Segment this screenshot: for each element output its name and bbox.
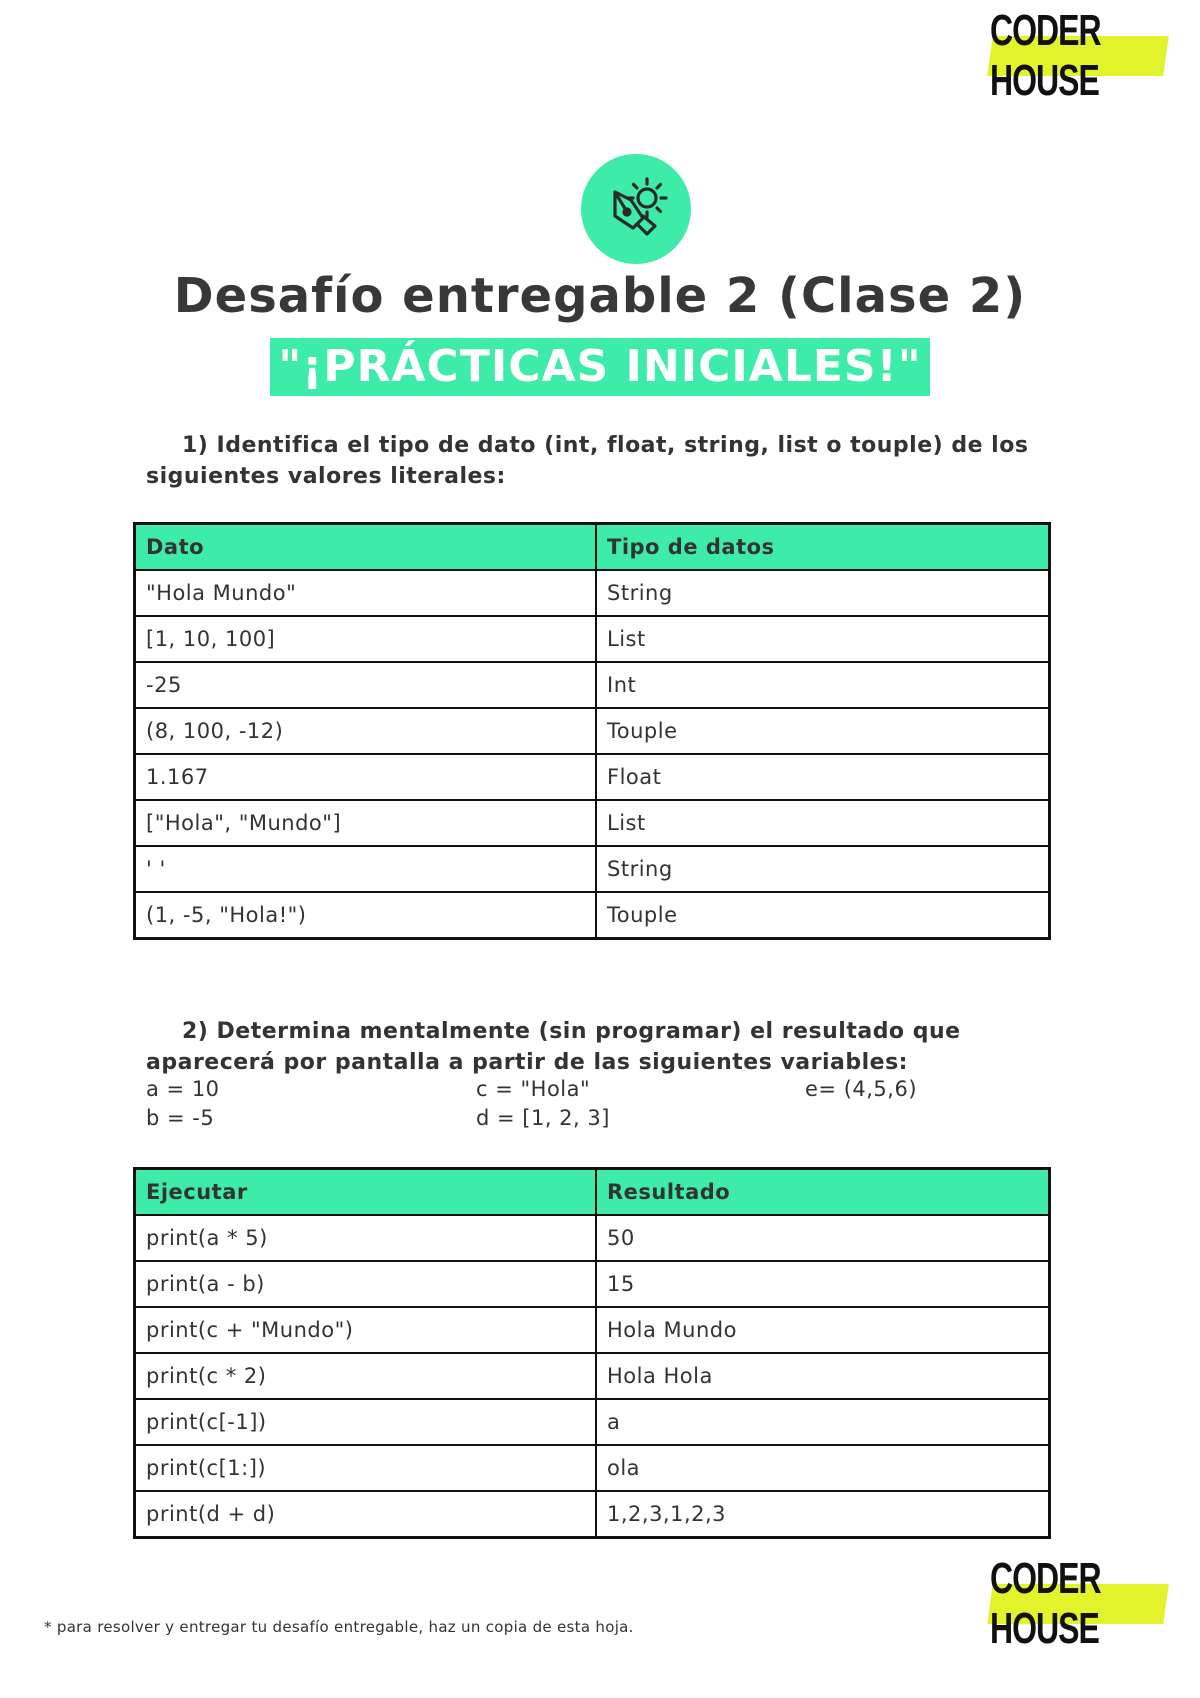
resultado-cell: 1,2,3,1,2,3 [596,1491,1050,1538]
dato-cell: "Hola Mundo" [135,570,597,616]
table-row [135,570,1050,616]
page-title: Desafío entregable 2 (Clase 2) [173,268,1027,324]
var-a: a = 10 [146,1077,220,1101]
table-row [135,754,1050,800]
tipo-cell: String [596,570,1050,616]
ejecutar-cell: print(c[-1]) [135,1399,597,1445]
table-row [135,662,1050,708]
table-header-row [135,524,1050,571]
tipo-cell: List [596,616,1050,662]
tipo-cell: Int [596,662,1050,708]
question-2 [146,1016,1066,1078]
question-1-text: 1) Identifica el tipo de dato (int, float, string, list o touple) de los siguientes valores literales: [146,433,1029,489]
table-row [135,1215,1050,1261]
ejecutar-cell: print(c * 2) [135,1353,597,1399]
ejecutar-cell: print(c + "Mundo") [135,1307,597,1353]
table-row [135,892,1050,939]
coderhouse-logo-top [987,6,1169,105]
logo-text: CODER HOUSE [990,6,1101,105]
ejecutar-cell: print(d + d) [135,1491,597,1538]
tipo-cell: Touple [596,892,1050,939]
pen-gear-icon [581,154,691,264]
dato-cell: (1, -5, "Hola!") [135,892,597,939]
table-row [135,1261,1050,1307]
question-2-text: 2) Determina mentalmente (sin programar) el resultado que aparecerá por pantalla a partir de las siguientes variables: [146,1019,961,1075]
header-ejecutar: Ejecutar [135,1169,597,1216]
subtitle-container [0,338,1200,396]
var-c: c = "Hola" [476,1077,591,1101]
coderhouse-logo-bottom [987,1554,1169,1653]
ejecutar-cell: print(a * 5) [135,1215,597,1261]
header-resultado: Resultado [596,1169,1050,1216]
dato-cell: ["Hola", "Mundo"] [135,800,597,846]
resultado-cell: Hola Hola [596,1353,1050,1399]
dato-cell: [1, 10, 100] [135,616,597,662]
table-row [135,1307,1050,1353]
data-types-table [133,522,1051,940]
resultado-cell: Hola Mundo [596,1307,1050,1353]
var-b: b = -5 [146,1106,215,1130]
execution-results-table [133,1167,1051,1539]
table-row [135,1353,1050,1399]
table-row [135,800,1050,846]
ejecutar-cell: print(c[1:]) [135,1445,597,1491]
challenge-emblem [581,154,691,264]
resultado-cell: 50 [596,1215,1050,1261]
dato-cell: 1.167 [135,754,597,800]
table-header-row [135,1169,1050,1216]
resultado-cell: 15 [596,1261,1050,1307]
table-row [135,616,1050,662]
tipo-cell: String [596,846,1050,892]
table-row [135,1491,1050,1538]
ejecutar-cell: print(a - b) [135,1261,597,1307]
resultado-cell: a [596,1399,1050,1445]
dato-cell: ' ' [135,846,597,892]
footnote: * para resolver y entregar tu desafío entregable, haz un copia de esta hoja. [44,1618,634,1636]
dato-cell: (8, 100, -12) [135,708,597,754]
tipo-cell: Touple [596,708,1050,754]
var-e: e= (4,5,6) [805,1077,918,1101]
table-row [135,708,1050,754]
var-d: d = [1, 2, 3] [476,1106,610,1130]
header-dato: Dato [135,524,597,571]
tipo-cell: Float [596,754,1050,800]
dato-cell: -25 [135,662,597,708]
header-tipo: Tipo de datos [596,524,1050,571]
page-subtitle: "¡PRÁCTICAS INICIALES!" [270,338,929,396]
table-row [135,1445,1050,1491]
table-row [135,846,1050,892]
resultado-cell: ola [596,1445,1050,1491]
table-row [135,1399,1050,1445]
question-1 [146,430,1066,492]
logo-text: CODER HOUSE [990,1554,1101,1653]
tipo-cell: List [596,800,1050,846]
